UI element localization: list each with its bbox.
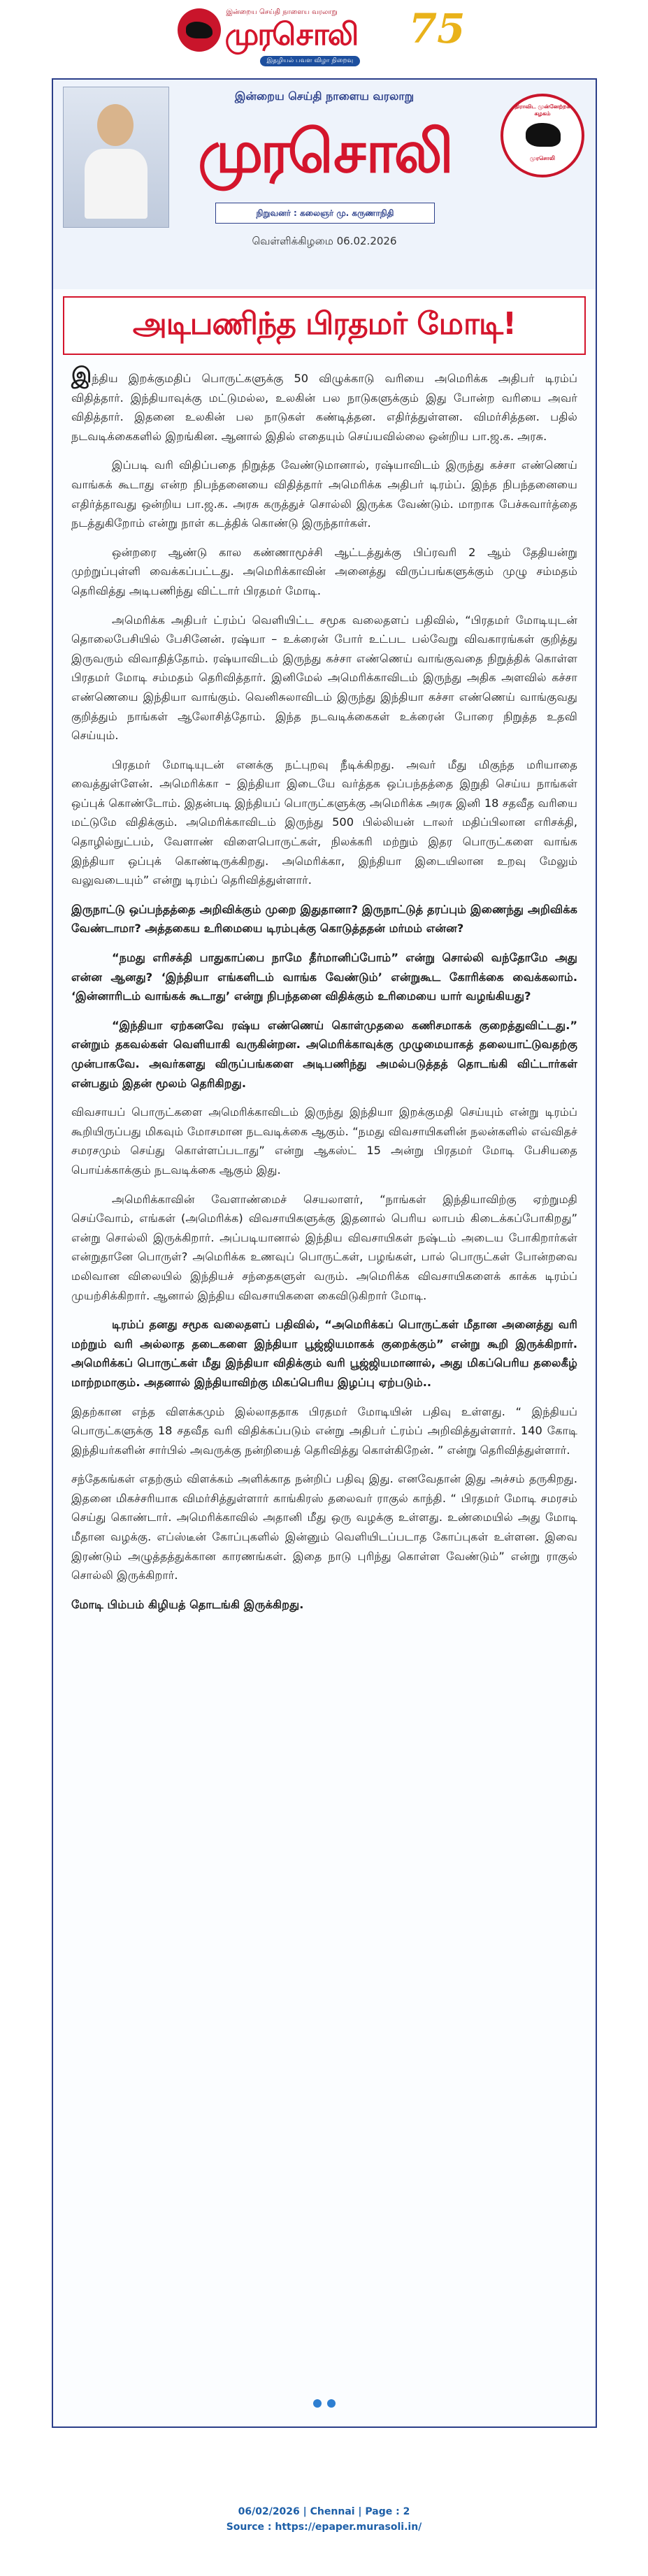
article-paragraph: “இந்தியா ஏற்கனவே ரஷ்ய எண்ணெய் கொள்முதலை கணிசமாகக் குறைத்துவிட்டது.” என்றும் தகவல்கள் வெளியாகி வருகின்றன. அமெரிக்காவுக்கு முழுமையாகத் தலையாட்டுவதற்கு முன்பாகவே. அவர்களது விருப்பங்களை அடிபணிந்து அமல்படுத்தத் தொடங்கி விட்டார்கள் என்பதும் இதன் மூலம் தெரிகிறது. <box>71 1018 577 1090</box>
article-paragraph: இருநாட்டு ஒப்பந்தத்தை அறிவிக்கும் முறை இதுதானா? இருநாட்டுத் தரப்பும் இணைந்து அறிவிக்க வேண்டாமா? அத்தகைய உரிமையை டிரம்புக்கு கொடுத்ததன் மர்மம் என்ன? <box>71 902 577 936</box>
party-seal <box>501 94 584 177</box>
article-frame <box>52 78 597 2428</box>
article-paragraph: இப்படி வரி விதிப்பதை நிறுத்த வேண்டுமானால், ரஷ்யாவிடம் இருந்து கச்சா எண்ணெய் வாங்கக் கூடாது என்ற நிபந்தனையை விதித்தார் அமெரிக்க அதிபர் டிரம்ப். இந்த நிபந்தனையை எதிர்த்தாவது ஒன்றிய பா.ஜ.க. அரசு கருத்துச் சொல்லி இருக்க வேண்டும். மாறாக பேச்சுவார்த்தை நடத்துகிறோம் என்று நாள் கடத்திக் கொண்டு இருந்தார்கள். <box>71 458 577 530</box>
page-dot[interactable] <box>313 2399 322 2408</box>
seal-bottom-text: முரசொலி <box>530 155 555 161</box>
tiger-emblem-icon <box>178 8 221 52</box>
header-kicker: இன்றைய செய்தி நாளைய வரலாறு <box>234 89 415 103</box>
article-paragraph: டிரம்ப் தனது சமூக வலைதளப் பதிவில், “அமெரிக்கப் பொருட்கள் மீதான அனைத்து வரி மற்றும் வரி அல்லாத தடைகளை இந்தியா பூஜ்ஜியமாகக் குறைக்கும்” என்று கூறி இருக்கிறார். அமெரிக்கப் பொருட்கள் மீது இந்தியா விதிக்கும் வரி பூஜ்ஜியமானால், அது மிகப்பெரிய தலைகீழ் மாற்றமாகும். அதனால் இந்தியாவிற்கு மிகப்பெரிய இழப்பு ஏற்படும்.. <box>71 1318 577 1389</box>
article-paragraph: பிரதமர் மோடியுடன் எனக்கு நட்புறவு நீடிக்கிறது. அவர் மீது மிகுந்த மரியாதை வைத்துள்ளேன். அமெரிக்கா – இந்தியா இடையே வர்த்தக ஒப்பந்தத்தை இறுதி செய்ய நாங்கள் ஒப்புக் கொண்டோம். இதன்படி இந்தியப் பொருட்களுக்கு அமெரிக்க அரசு இனி 18 சதவீத வரியை மட்டுமே விதிக்கும். அமெரிக்காவிடம் இருந்து 500 பில்லியன் டாலர் மதிப்பிலான எரிசக்தி, தொழில்நுட்பம், வேளாண் விளைபொருட்கள், நிலக்கரி மற்றும் இதர பொருட்களை வாங்க இந்தியா ஒப்புக் கொண்டிருக்கிறது. அமெரிக்கா, இந்தியா இடையிலான உறவு மேலும் வலுவடையும்” என்று டிரம்ப் தெரிவித்துள்ளார். <box>71 757 577 887</box>
article-body <box>71 363 577 1624</box>
founder-line: நிறுவனர் : கலைஞர் மு. கருணாநிதி <box>215 203 435 224</box>
editorial-header <box>53 80 596 289</box>
article-paragraph: மோடி பிம்பம் கிழியத் தொடங்கி இருக்கிறது. <box>71 1597 304 1611</box>
bull-emblem-icon <box>526 123 561 147</box>
footer-source-line: Source : https://epaper.murasoli.in/ <box>226 2522 422 2533</box>
headline-box <box>63 296 586 355</box>
page-indicator[interactable] <box>53 2399 596 2408</box>
article-paragraph: அமெரிக்க அதிபர் ட்ரம்ப் வெளியிட்ட சமூக வலைதளப் பதிவில், “பிரதமர் மோடியுடன் தொலைபேசியில் பேசினேன். ரஷ்யா – உக்ரைன் போர் உட்பட பல்வேறு விவகாரங்கள் குறித்து இருவரும் விவாதித்தோம். ரஷ்யாவிடம் இருந்து கச்சா எண்ணெய் வாங்குவதை நிறுத்திக் கொள்ள பிரதமர் மோடி சம்மதம் தெரிவித்தார். இனிமேல் அமெரிக்காவிடம் இருந்து அதிக அளவில் கச்சா எண்ணெயை இந்தியா வாங்கும். வெனிசுலாவிடம் இருந்து இந்தியா கச்சா எண்ணெய் வாங்குவது குறித்தும் நாங்கள் ஆலோசித்தோம். இந்த நடவடிக்கைகள் உக்ரைன் போரை நிறுத்த உதவி செய்யும். <box>71 613 577 743</box>
top-masthead <box>0 0 648 70</box>
article-paragraph: சந்தேகங்கள் எதற்கும் விளக்கம் அளிக்காத நன்றிப் பதிவு இது. எனவேதான் இது அச்சம் தருகிறது. இதனை மிகச்சரியாக விமர்சித்துள்ளார் காங்கிரஸ் தலைவர் ராகுல் காந்தி. “ பிரதமர் மோடி சமரசம் செய்து கொண்டார். அமெரிக்காவில் அதானி மீது ஒரு வழக்கு உள்ளது. உண்மையில் அது மோடி மீதான வழக்கு. எப்ஸ்டீன் கோப்புகளில் இன்னும் வெளியிடப்படாத கோப்புகள் உள்ளன. இவை இரண்டும் அழுத்தத்துக்கான காரணங்கள். இதை நாடு புரிந்து கொள்ள வேண்டும்” என்று ராகுல் சொல்லி இருக்கிறார். <box>71 1472 577 1582</box>
page-footer <box>0 2504 648 2535</box>
top-newspaper-name: முரசொலி <box>224 17 358 52</box>
anniversary-badge: 75 <box>408 5 466 52</box>
article-paragraph: இதற்கான எந்த விளக்கமும் இல்லாததாக பிரதமர் மோடியின் பதிவு உள்ளது. “ இந்தியப் பொருட்களுக்கு 18 சதவீத வரி விதிக்கப்படும் என்று அதிபர் ட்ரம்ப் அறிவித்துள்ளார். 140 கோடி இந்தியர்களின் சார்பில் அவருக்கு நன்றியைத் தெரிவித்து கொள்கிறேன். ” என்று தெரிவித்துள்ளார். <box>71 1404 577 1457</box>
headline: அடிபணிந்த பிரதமர் மோடி! <box>132 305 517 342</box>
issue-date: வெள்ளிக்கிழமை 06.02.2026 <box>252 235 397 247</box>
anniversary-label: இதழியல் பவள விழா நிறைவு <box>260 56 361 66</box>
article-paragraph: ஒன்றரை ஆண்டு கால கண்ணாமூச்சி ஆட்டத்துக்கு பிப்ரவரி 2 ஆம் தேதியன்று முற்றுப்புள்ளி வைக்கப்பட்டது. அமெரிக்காவின் அனைத்து விருப்பங்களுக்கும் முழு சம்மதம் தெரிவித்து அடிபணிந்து விட்டார் பிரதமர் மோடி. <box>71 545 577 597</box>
masthead-title: முரசொலி <box>198 117 451 186</box>
article-paragraph: “நமது எரிசக்தி பாதுகாப்பை நாமே தீர்மானிப்போம்” என்று சொல்லி வந்தோமே அது என்ன ஆனது? ‘இந்தியா எங்களிடம் வாங்க வேண்டும்’ என்றுகூட கோரிக்கை வைக்கலாம். ‘இன்னாரிடம் வாங்கக் கூடாது’ என்று நிபந்தனை விதிக்கும் உரிமையை யார் வழங்கியது? <box>71 951 577 1003</box>
article-paragraph: இந்திய இறக்குமதிப் பொருட்களுக்கு 50 விழுக்காடு வரியை அமெரிக்க அதிபர் டிரம்ப் விதித்தார். இந்தியாவுக்கு மட்டுமல்ல, உலகின் பல நாடுகளுக்கும் இது போன்ற வரியை அவர் விதித்தார். இதனை உலகின் பல நாடுகள் கண்டித்தன. எதிர்த்துள்ளன. விமர்சித்தன. பதில் நடவடிக்கைகளில் இறங்கின. ஆனால் இதில் எதையும் செய்யவில்லை ஒன்றிய பா.ஜ.க. அரசு. <box>71 363 577 443</box>
top-tagline: இன்றைய செய்தி நாளைய வரலாறு <box>226 8 338 16</box>
seal-top-text: திராவிட முன்னேற்றக் கழகம் <box>514 103 570 117</box>
article-paragraph: அமெரிக்காவின் வேளாண்மைச் செயலாளர், “நாங்கள் இந்தியாவிற்கு ஏற்றுமதி செய்வோம், எங்கள் (அமெரிக்க) விவசாயிகளுக்கு இதனால் பெரிய லாபம் கிடைக்கப்போகிறது” என்று சொல்லி இருக்கிறார். அப்படியானால் இந்திய விவசாயிகள் நஷ்டம் அடைய போகிறார்கள் என்றுதானே பொருள்? அமெரிக்க உணவுப் பொருட்கள், பழங்கள், பால் பொருட்கள் போன்றவை மலிவான விலையில் இந்தியச் சந்தைகளுள் வரும். அமெரிக்க விவசாயிகளைக் காக்க டிரம்ப் முயற்சிக்கிறார். ஆனால் இந்திய விவசாயிகளை கைவிடுகிறார் மோடி. <box>71 1192 577 1302</box>
page-dot[interactable] <box>327 2399 336 2408</box>
article-paragraph: விவசாயப் பொருட்களை அமெரிக்காவிடம் இருந்து இந்தியா இறக்குமதி செய்யும் என்று டிரம்ப் கூறியிருப்பது மிகவும் மோசமான நடவடிக்கை ஆகும். “நமது விவசாயிகளின் நலன்களில் எவ்விதச் சமரசமும் செய்து கொள்ளப்படாது” என்று ஆகஸ்ட் 15 அன்று பிரதமர் மோடி பேசியதை பொய்க்காக்கும் நடவடிக்கை ஆகும் இது. <box>71 1105 577 1177</box>
footer-date-line: 06/02/2026 | Chennai | Page : 2 <box>238 2506 410 2517</box>
